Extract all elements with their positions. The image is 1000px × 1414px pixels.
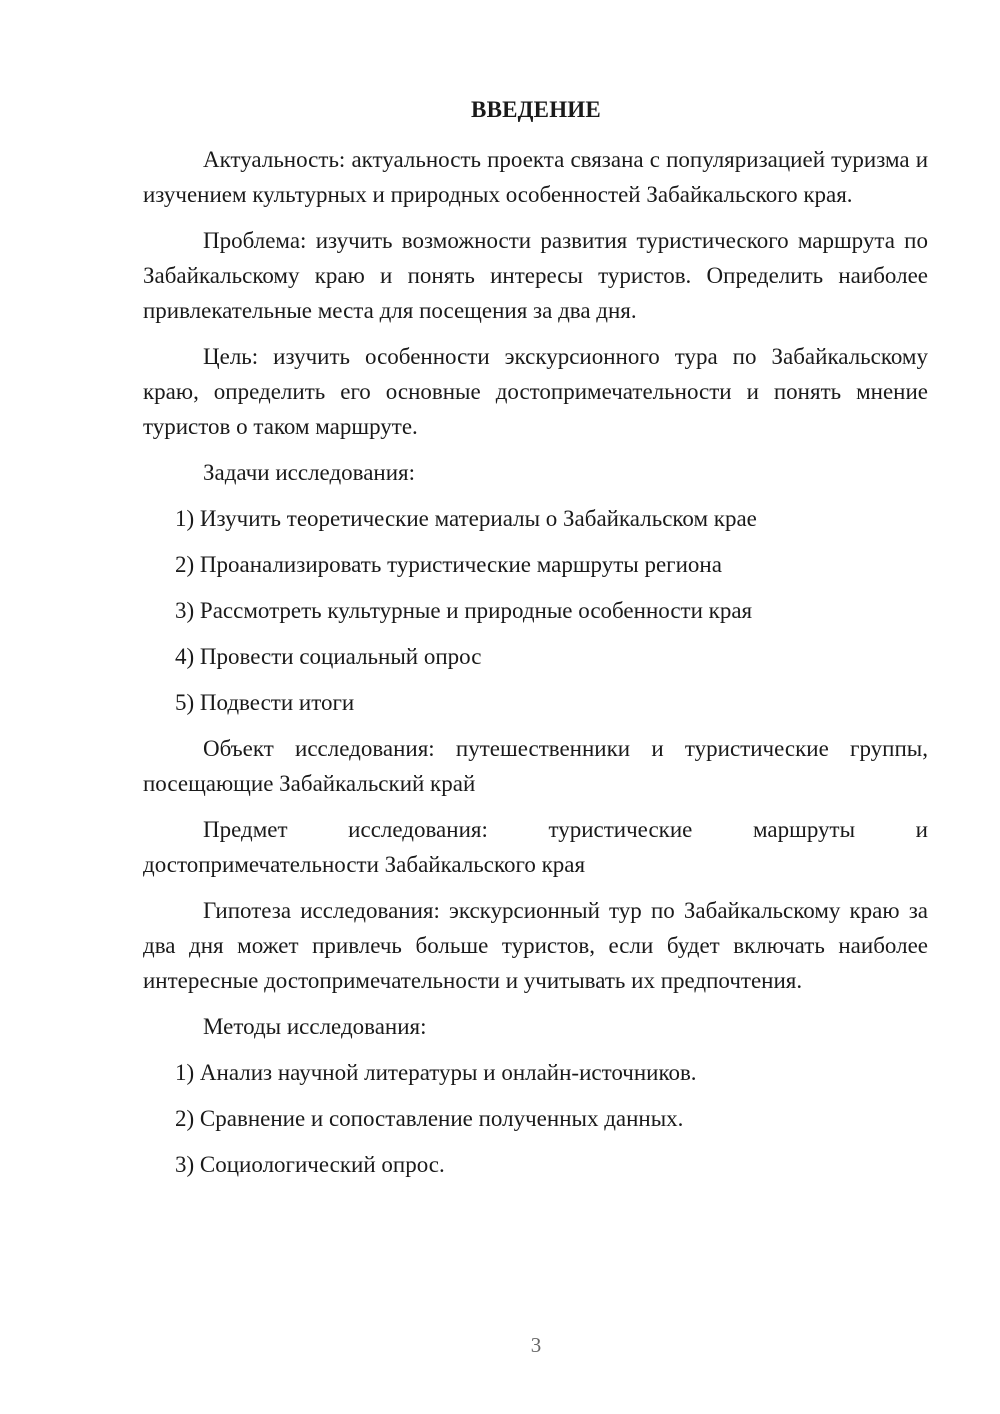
list-item: 1) Изучить теоретические материалы о Забайкальском крае [175,506,757,531]
goal-paragraph: Цель: изучить особенности экскурсионного тура по Забайкальскому краю, определить его основные достопримечательности и понять мнение туристов о таком маршруте. [143,344,928,439]
list-item: 3) Социологический опрос. [175,1152,445,1177]
list-item: 2) Сравнение и сопоставление полученных данных. [175,1106,684,1131]
list-item: 3) Рассмотреть культурные и природные особенности края [175,598,753,623]
tasks-heading: Задачи исследования: [203,460,416,485]
problem-paragraph: Проблема: изучить возможности развития туристического маршрута по Забайкальскому краю и понять интересы туристов. Определить наиболее привлекательные места для посещения за два дня. [143,228,928,323]
list-item: 4) Провести социальный опрос [175,644,482,669]
hypothesis-paragraph: Гипотеза исследования: экскурсионный тур по Забайкальскому краю за два дня может привлечь больше туристов, если будет включать наиболее интересные достопримечательности и учитывать их предпочтения. [143,898,928,993]
list-item: 2) Проанализировать туристические маршруты региона [175,552,722,577]
methods-heading: Методы исследования: [203,1014,427,1039]
document-body [143,142,928,1193]
list-item: 1) Анализ научной литературы и онлайн-источников. [175,1060,697,1085]
section-title: ВВЕДЕНИЕ [471,97,601,122]
relevance-paragraph: Актуальность: актуальность проекта связана с популяризацией туризма и изучением культурных и природных особенностей Забайкальского края. [143,147,928,207]
subject-paragraph: Предмет исследования: туристические маршруты и достопримечательности Забайкальского края [143,817,928,877]
object-paragraph: Объект исследования: путешественники и туристические группы, посещающие Забайкальский край [143,736,928,796]
tasks-list [143,501,928,720]
methods-list [143,1055,928,1182]
list-item: 5) Подвести итоги [175,690,355,715]
page-number: 3 [530,1333,542,1357]
